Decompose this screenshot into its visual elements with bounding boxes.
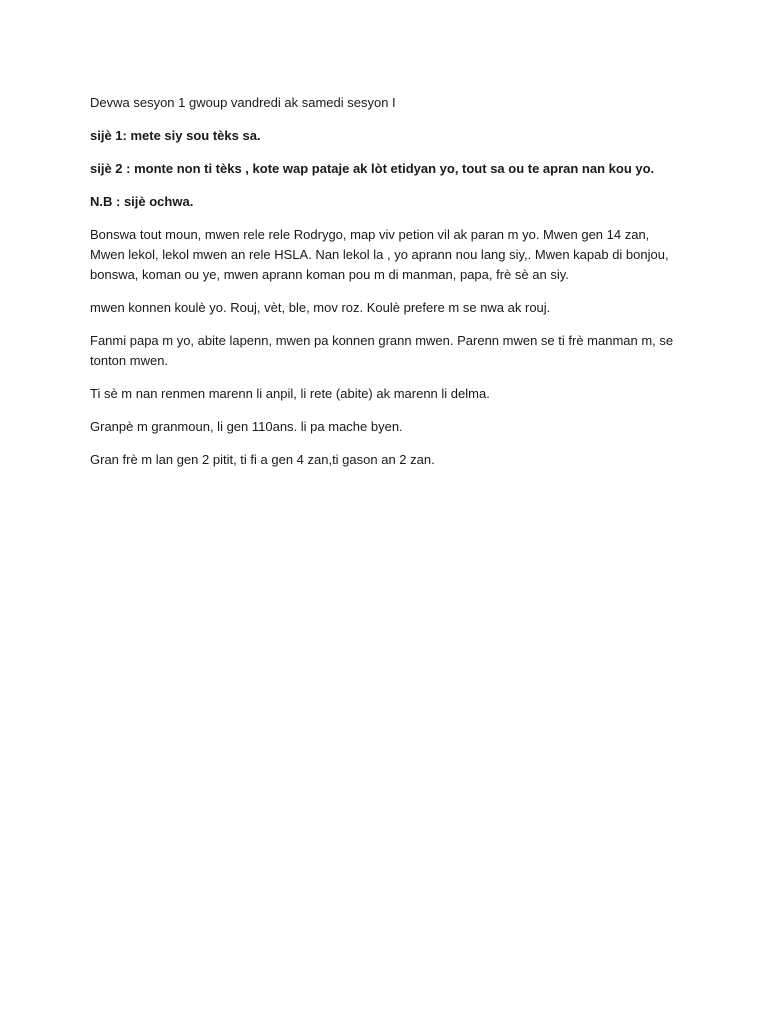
document-body [90, 93, 680, 483]
assignment-title: Devwa sesyon 1 gwoup vandredi ak samedi sesyon I [90, 95, 396, 110]
paragraph-brother: Gran frè m lan gen 2 pitit, ti fi a gen 4 zan,ti gason an 2 zan. [90, 452, 435, 467]
note: N.B : sijè ochwa. [90, 194, 194, 209]
paragraph-grandfather: Granpè m granmoun, li gen 110ans. li pa mache byen. [90, 419, 403, 434]
subject-2: sijè 2 : monte non ti tèks , kote wap pataje ak lòt etidyan yo, tout sa ou te apran nan kou yo. [90, 161, 655, 176]
subject-1: sijè 1: mete siy sou tèks sa. [90, 128, 261, 143]
paragraph-colors: mwen konnen koulè yo. Rouj, vèt, ble, mov roz. Koulè prefere m se nwa ak rouj. [90, 300, 551, 315]
paragraph-family: Fanmi papa m yo, abite lapenn, mwen pa konnen grann mwen. Parenn mwen se ti frè manman m, se tonton mwen. [90, 333, 674, 368]
paragraph-sister: Ti sè m nan renmen marenn li anpil, li rete (abite) ak marenn li delma. [90, 386, 490, 401]
paragraph-intro: Bonswa tout moun, mwen rele rele Rodrygo, map viv petion vil ak paran m yo. Mwen gen 14 zan, Mwen lekol, lekol mwen an rele HSLA. Nan lekol la , yo aprann nou lang siy,. Mwen kapab di bonjou, bonswa, koman ou ye, mwen aprann koman pou m di manman, papa, frè sè an siy. [90, 227, 669, 282]
